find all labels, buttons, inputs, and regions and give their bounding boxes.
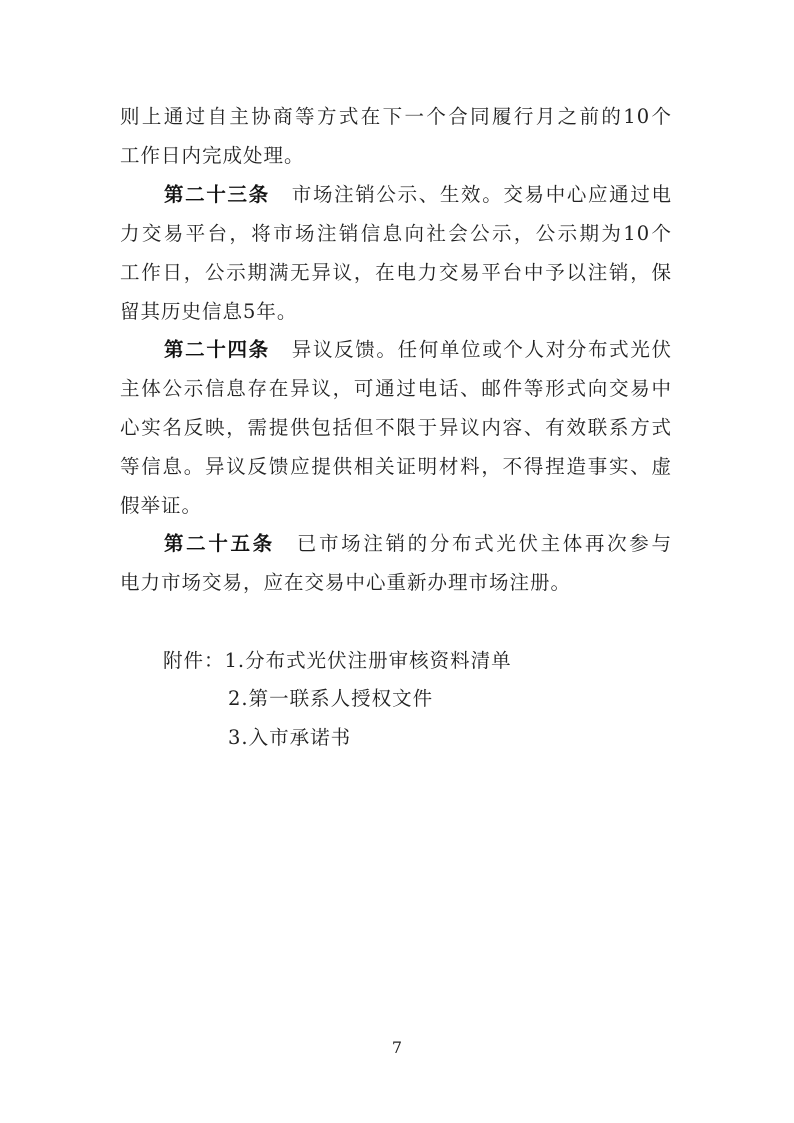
text: 异议反馈。任何单位或个人对分布式光伏 xyxy=(291,338,672,361)
text-line: 留其历史信息5年。 xyxy=(120,300,298,323)
text: 已市场注销的分布式光伏主体再次参与 xyxy=(296,532,672,555)
attachment-1 xyxy=(163,648,512,674)
text-line: 力交易平台，将市场注销信息向社会公示，公示期为10个 xyxy=(120,222,672,245)
article-23-line xyxy=(120,182,672,208)
text-line: 电力市场交易，应在交易中心重新办理市场注册。 xyxy=(120,571,572,594)
text-line: 假举证。 xyxy=(120,494,203,517)
text-line: 工作日，公示期满无异议，在电力交易平台中予以注销，保 xyxy=(120,261,672,284)
article-24-line xyxy=(120,337,672,363)
attachment-item: 1.分布式光伏注册审核资料清单 xyxy=(224,649,512,672)
text-line: 则上通过自主协商等方式在下一个合同履行月之前的10个 xyxy=(120,105,672,128)
text-line: 主体公示信息存在异议，可通过电话、邮件等形式向交易中 xyxy=(120,377,672,400)
text-line: 心实名反映，需提供包括但不限于异议内容、有效联系方式 xyxy=(120,416,672,439)
article-25-line xyxy=(120,531,672,557)
text-line: 工作日内完成处理。 xyxy=(120,144,305,167)
article-heading: 第二十三条 xyxy=(164,183,270,206)
text-line: 等信息。异议反馈应提供相关证明材料，不得捏造事实、虚 xyxy=(120,455,672,478)
attachment-3: 3.入市承诺书 xyxy=(228,726,352,749)
article-heading: 第二十五条 xyxy=(164,532,275,555)
page-number: 7 xyxy=(391,1038,403,1057)
attachment-2: 2.第一联系人授权文件 xyxy=(228,687,434,710)
attachments-label: 附件： xyxy=(163,649,225,672)
article-heading: 第二十四条 xyxy=(164,338,270,361)
text: 市场注销公示、生效。交易中心应通过电 xyxy=(291,183,672,206)
